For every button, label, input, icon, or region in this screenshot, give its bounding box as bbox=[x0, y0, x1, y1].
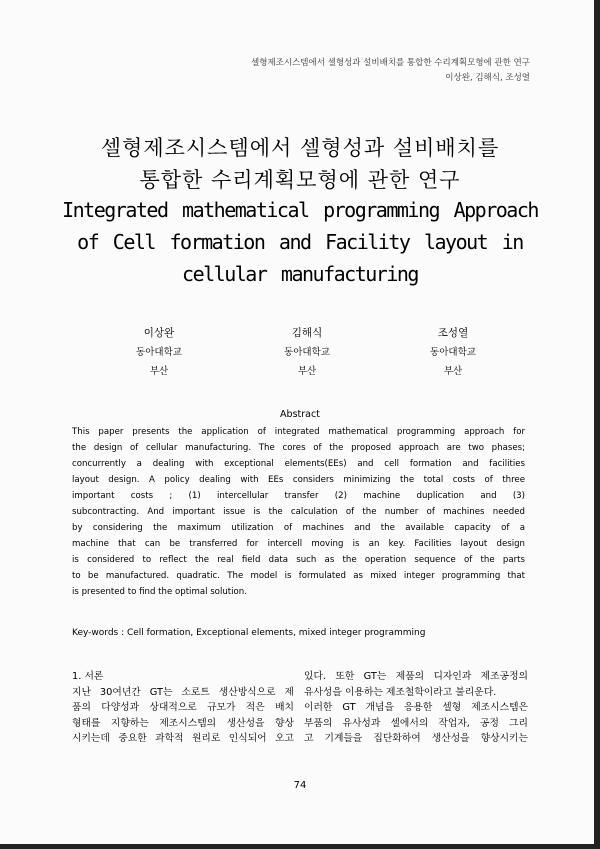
author-affiliation: 동아대학교 bbox=[136, 347, 182, 358]
abstract-line: concurrently a dealing with exceptional elements(EEs) and cell formation and facilities bbox=[72, 459, 525, 469]
author-name: 이상완 bbox=[143, 327, 175, 339]
abstract-line: important costs ; (1) intercellular transfer (2) machine duplication and (3) bbox=[72, 491, 525, 501]
author-location: 부산 bbox=[297, 366, 317, 377]
abstract-line: This paper presents the application of integrated mathematical programming approach for bbox=[72, 427, 525, 437]
author-block bbox=[99, 324, 219, 381]
body-line: 시키는데 중요한 과학적 원리로 인식되어 오고 bbox=[72, 733, 294, 745]
abstract-line: is considered to reflect the real field data such as the operation sequence of the parts bbox=[72, 555, 525, 565]
section-heading: 1. 서론 bbox=[72, 671, 104, 682]
abstract-line: layout design. A policy dealing with EEs considers minimizing the total costs of three bbox=[72, 475, 525, 485]
keywords: Key-words : Cell formation, Exceptional elements, mixed integer programming bbox=[72, 628, 426, 638]
author-location: 부산 bbox=[149, 366, 169, 377]
body-column-left bbox=[72, 669, 294, 747]
body-line: 지난 30여년간 GT는 소로트 생산방식으로 제 bbox=[72, 686, 294, 698]
abstract-heading: Abstract bbox=[280, 409, 320, 420]
abstract-line: the design of cellular manufacturing. The cores of the proposed approach are two phases; bbox=[72, 443, 525, 453]
running-head-title: 셀형제조시스템에서 셀형성과 설비배치를 통합한 수리계획모형에 관한 연구 bbox=[251, 58, 530, 68]
title-english-line-3: cellular manufacturing bbox=[182, 262, 418, 286]
title-korean-line-1: 셀형제조시스템에서 셀형성과 설비배치를 bbox=[100, 136, 500, 160]
author-location: 부산 bbox=[443, 366, 463, 377]
abstract-line: machine that can be transferred for intercell moving is an key. Facilities layout design bbox=[72, 539, 525, 549]
body-line: 이러한 GT 개념을 응용한 셀형 제조시스템은 bbox=[304, 702, 528, 714]
body-line: 고 기계들을 집단화하여 생산성을 향상시키는 bbox=[304, 733, 528, 745]
abstract-line: by considering the maximum utilization of machines and the available capacity of a bbox=[72, 523, 525, 533]
page-edge-right bbox=[594, 0, 600, 849]
abstract-body bbox=[72, 424, 525, 600]
body-line: 있다. 또한 GT는 제품의 디자인과 제조공정의 bbox=[304, 671, 528, 682]
title-english-line-2: of Cell formation and Facility layout in bbox=[77, 230, 523, 254]
author-name: 조성열 bbox=[437, 327, 469, 339]
page-number: 74 bbox=[293, 780, 307, 791]
author-block bbox=[247, 324, 367, 381]
title-english-line-1: Integrated mathematical programming Approach bbox=[62, 198, 538, 222]
author-name: 김해식 bbox=[291, 327, 323, 339]
abstract-line: is presented to find the optimal solution. bbox=[72, 587, 247, 597]
body-column-right bbox=[304, 669, 528, 747]
author-affiliation: 동아대학교 bbox=[430, 347, 476, 358]
body-line: 부품의 유사성과 셀에서의 작업자, 공정 그리 bbox=[304, 717, 528, 729]
body-line: 유사성을 이용하는 제조철학이라고 불리운다. bbox=[304, 686, 497, 698]
running-head-authors: 이상완, 김해식, 조성열 bbox=[445, 73, 530, 83]
author-affiliation: 동아대학교 bbox=[284, 347, 330, 358]
body-line: 형태를 지향하는 제조시스템의 생산성을 향상 bbox=[72, 717, 294, 729]
body-line: 품의 다양성과 상대적으로 규모가 적은 배치 bbox=[72, 702, 294, 714]
page-edge-bottom bbox=[0, 844, 600, 849]
author-block bbox=[393, 324, 513, 381]
abstract-line: to be manufactured. quadratic. The model is formulated as mixed integer programming that bbox=[72, 571, 525, 581]
title-korean-line-2: 통합한 수리계획모형에 관한 연구 bbox=[139, 168, 461, 192]
abstract-line: subcontracting. And important issue is the calculation of the number of machines needed bbox=[72, 507, 525, 517]
